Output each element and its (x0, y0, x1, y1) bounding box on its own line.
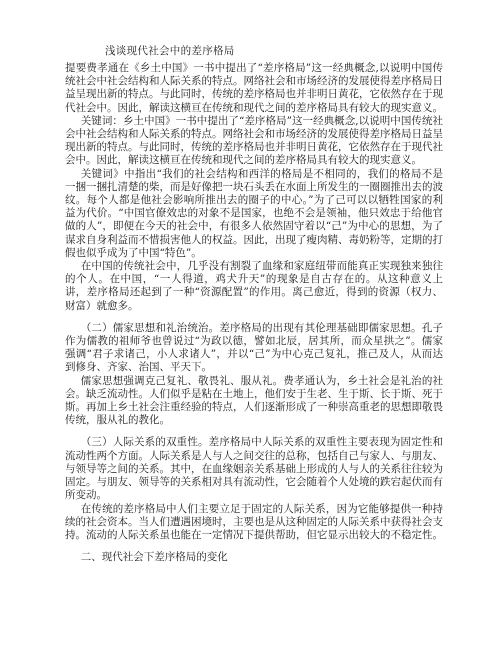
paragraph-gap (65, 313, 443, 322)
body-paragraph: （三）人际关系的双重性。差序格局中人际关系的双重性主要表现为固定性和流动性两个方面。人际关系是人与人之间交往的总称，包括自己与家人、与朋友、与领导等之间的关系。其中，在血缘姻亲关系基础上形成的人与人的关系往往较为固定。与朋友、领导等的关系相对具有流动性，它会随着个人处境的跌宕起伏而有所变动。 (65, 436, 443, 502)
document-body (65, 62, 443, 564)
document-title: 浅谈现代社会中的差序格局 (105, 45, 235, 57)
body-paragraph: 在中国的传统社会中，几乎没有割裂了血缘和家庭纽带而能真正实现独来独往的个人。在中国，“一人得道，鸡犬升天”的现象是自古存在的。从这种意义上讲，差序格局还起到了一种“资源配置”的作用。离己愈近，得到的资源（权力、财富）就愈多。 (65, 260, 443, 312)
section-heading: 二、现代社会下差序格局的变化 (80, 551, 228, 564)
abstract-paragraph: 提要费孝通在《乡土中国》一书中提出了“差序格局”这一经典概念,以说明中国传统社会中社会结构和人际关系的特点。网络社会和市场经济的发展使得差序格局日益呈现出新的特点。与此同时，传统的差序格局也并非明日黄花，它依然存在于现代社会中。因此，解读这横亘在传统和现代之间的差序格局具有较大的现实意义。 (65, 62, 443, 114)
body-paragraph: 儒家思想强调克己复礼、敬畏礼、服从礼。费孝通认为，乡土社会是礼治的社会。缺乏流动性。人们似乎是粘在土地上，他们安于生老、生于斯、长于斯、死于斯。再加上乡土社会注重经验的特点，人们逐渐形成了一种崇高重老的思想即敬畏传统，服从礼的教化。 (65, 374, 443, 427)
paragraph-gap (65, 542, 443, 551)
keywords-paragraph: 关键词：乡土中国》一书中提出了“差序格局”这一经典概念,以说明中国传统社会中社会结构和人际关系的特点。网络社会和市场经济的发展使得差序格局日益呈现出新的特点。与此同时，传统的差序格局也并非明日黄花，它依然存在于现代社会中。因此，解读这横亘在传统和现代之间的差序格局具有较大的现实意义。 (65, 114, 443, 167)
body-paragraph: 在传统的差序格局中人们主要立足于固定的人际关系，因为它能够提供一种持续的社会资本。当人们遭遇困境时，主要也是从这种固定的人际关系中获得社会支持。流动的人际关系虽也能在一定情况下提供帮助，但它显示出较大的不稳定性。 (65, 502, 443, 541)
body-paragraph: （二）儒家思想和礼治统治。差序格局的出现有其伦理基础即儒家思想。孔子作为儒教的祖师爷也曾说过“为政以德，譬如北辰，居其所，而众星拱之”。儒家强调“君子求诸己，小人求诸人”，并以“己”为中心克己复礼，推己及人，从而达到修身、齐家、治国、平天下。 (65, 321, 443, 374)
body-paragraph: 关键词》中指出“我们的社会结构和西洋的格局是不相同的，我们的格局不是一捆一捆扎清楚的柴，而是好像把一块石头丢在水面上所发生的一圈圈推出去的波纹。每个人都是他社会影响所推出去的圈子的中心。”为了己可以以牺牲国家的利益为代价。“中国官僚效忠的对象不是国家，也绝不会是领袖，他只效忠于给他官做的人”，即便在今天的社会中，有很多人依然固守着以“己”为中心的思想，为了谋求自身利益而不惜损害他人的权益。因此，出现了瘦肉精、毒奶粉等，定期的打假也似乎成为了中国“特色”。 (65, 167, 443, 259)
